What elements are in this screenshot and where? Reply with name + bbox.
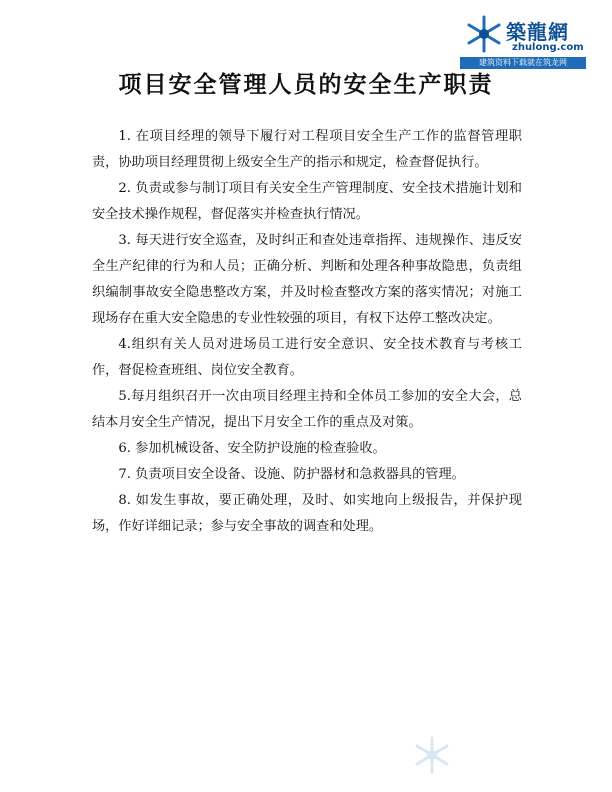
zhulong-logo	[458, 12, 588, 68]
duty-paragraph: 8. 如发生事故，要正确处理，及时、如实地向上级报告，并保护现场，作好详细记录；参与安全事故的调查和处理。	[92, 493, 522, 534]
watermark-emblem-icon	[412, 735, 452, 775]
duty-paragraph: 4.组织有关人员对进场员工进行安全意识、安全技术教育与考核工作，督促检查班组、岗位安全教育。	[92, 337, 522, 378]
logo-name: 築龍網	[506, 20, 569, 44]
duty-paragraph: 7. 负责项目安全设备、设施、防护器材和急救器具的管理。	[118, 467, 465, 482]
document-title: 项目安全管理人员的安全生产职责	[118, 72, 494, 98]
logo-tagline: 建筑资料下载就在筑龙网	[460, 57, 586, 69]
duty-paragraph: 1. 在项目经理的领导下履行对工程项目安全生产工作的监督管理职责，协助项目经理贯彻上级安全生产的指示和规定，检查督促执行。	[92, 129, 522, 170]
duty-paragraph: 5.每月组织召开一次由项目经理主持和全体员工参加的安全大会，总结本月安全生产情况，提出下月安全工作的重点及对策。	[92, 389, 522, 430]
duty-paragraph: 3. 每天进行安全巡查，及时纠正和查处违章指挥、违规操作、违反安全生产纪律的行为和人员；正确分析、判断和处理各种事故隐患，负责组织编制事故安全隐患整改方案，并及时检查整改方案的落实情况；对施工现场存在重大安全隐患的专业性较强的项目，有权下达停工整改决定。	[92, 233, 522, 326]
snowflake-emblem-icon	[464, 14, 504, 54]
logo-domain: zhulong.com	[512, 42, 584, 53]
duty-paragraph: 6. 参加机械设备、安全防护设施的检查验收。	[118, 441, 386, 456]
document-body	[92, 124, 522, 540]
duty-paragraph: 2. 负责或参与制订项目有关安全生产管理制度、安全技术措施计划和安全技术操作规程，督促落实并检查执行情况。	[92, 181, 522, 222]
